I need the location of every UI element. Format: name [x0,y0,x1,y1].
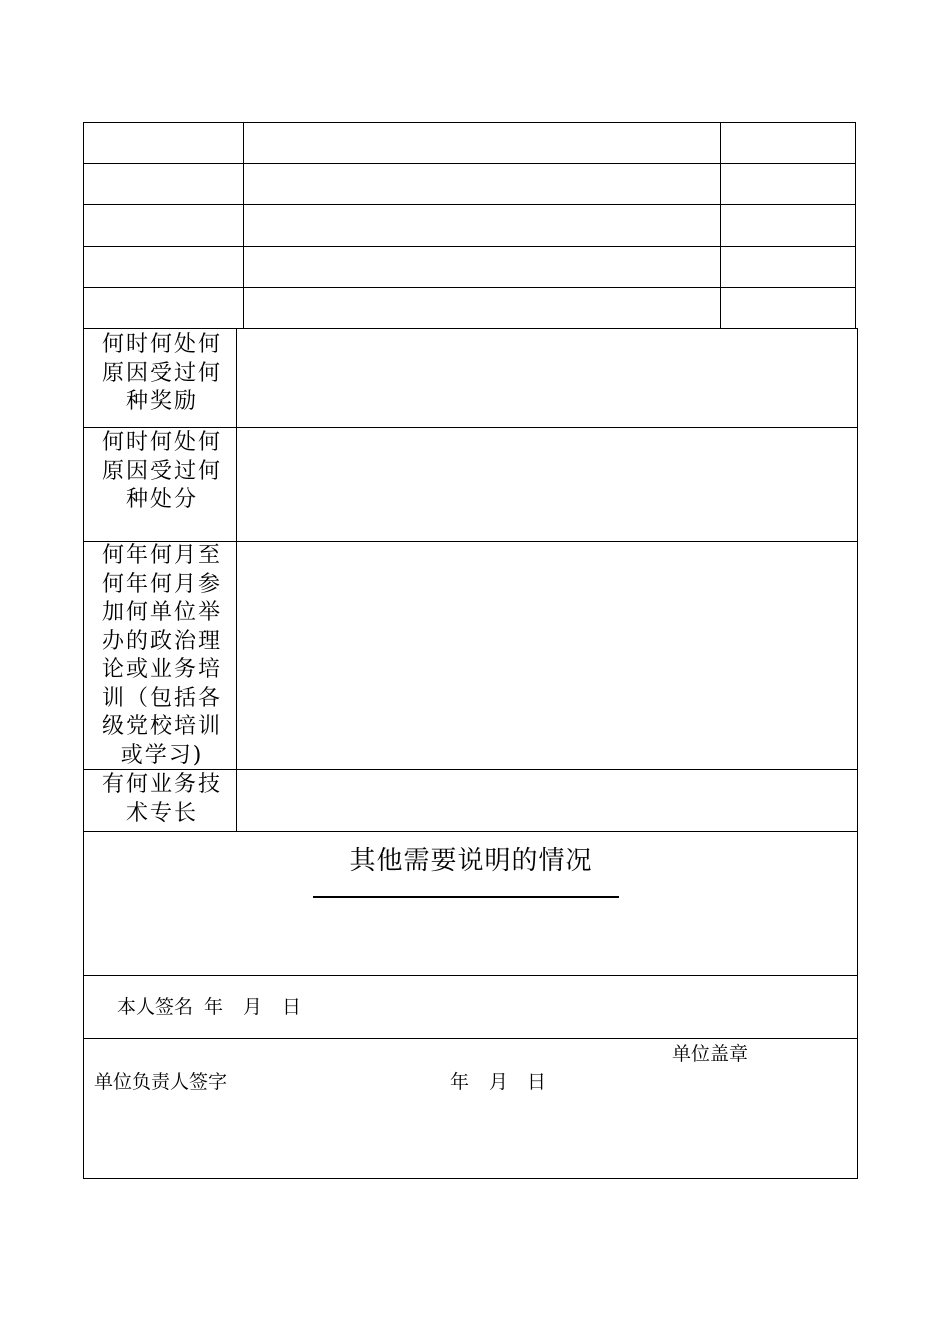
lower-table-row-divider [84,1038,857,1039]
self-signature-year: 年 [204,996,224,1018]
lower-table-label-divider [236,328,237,832]
punishments-label: 何时何处何原因受过何种处分 [101,430,222,512]
unit-signature-year: 年 [450,1071,470,1093]
skills-label: 有何业务技术专长 [101,772,222,826]
lower-table-border-top [84,328,857,329]
other-notes-title: 其他需要说明的情况 [349,846,593,876]
training-label: 何年何月至何年何月参加何单位举办的政治理论或业务培训（包括各级党校培训或学习) [101,543,222,768]
unit-stamp-label: 单位盖章 [672,1043,749,1065]
lower-table-border-right [857,328,858,1179]
top-table-row-divider [84,204,856,205]
lower-table-row-divider [84,975,857,976]
lower-table-border-bottom [84,1178,857,1179]
self-signature-label: 本人签名 [117,996,194,1018]
self-signature-day: 日 [282,996,302,1018]
rewards-label: 何时何处何原因受过何种奖励 [101,332,222,414]
top-table-col-divider [720,122,721,329]
lower-table-row-divider [84,831,857,832]
top-table-col-divider [243,122,244,329]
lower-table-row-divider [84,427,857,428]
unit-leader-signature-label: 单位负责人签字 [94,1071,228,1093]
self-signature-month: 月 [243,996,263,1018]
lower-table-border-left [83,328,84,1179]
other-notes-title-underline [313,896,619,898]
top-table-row-divider [84,287,856,288]
top-table-row-divider [84,246,856,247]
top-table-border-left [83,122,84,329]
unit-signature-month: 月 [489,1071,509,1093]
top-table-border-right [855,122,856,329]
unit-signature-day: 日 [527,1071,547,1093]
top-table-row-divider [84,163,856,164]
top-table-border-top [84,122,856,123]
